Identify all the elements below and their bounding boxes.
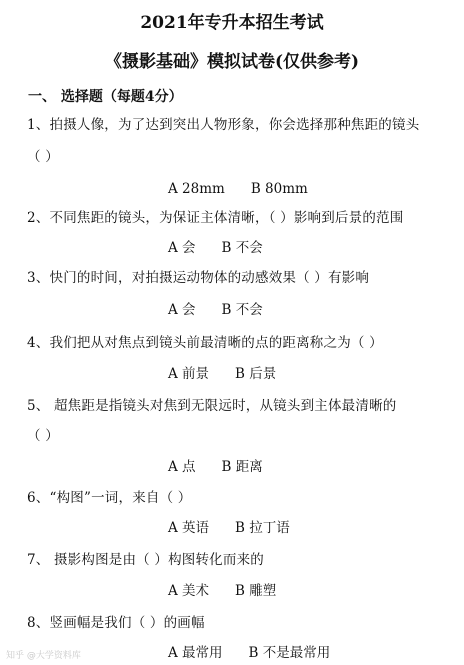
option-b: B 后景 (235, 366, 277, 382)
question-6-options (168, 518, 290, 538)
option-b: B 不是最常用 (248, 645, 331, 661)
option-a: A 最常用 (168, 645, 223, 661)
question-2: 2、不同焦距的镜头，为保证主体清晰，（ ）影响到后景的范围 (27, 210, 404, 226)
question-7-options (168, 581, 276, 601)
option-b: B 拉丁语 (235, 520, 290, 536)
question-5-options (168, 457, 263, 477)
option-a: A 28mm (168, 181, 225, 197)
question-2-options (168, 238, 263, 258)
exam-subtitle: 《摄影基础》模拟试卷(仅供参考) (104, 52, 360, 72)
question-4-options (168, 364, 276, 384)
option-a: A 英语 (168, 520, 210, 536)
question-4: 4、我们把从对焦点到镜头前最清晰的点的距离称之为（ ） (27, 335, 383, 351)
option-a: A 美术 (168, 583, 210, 599)
question-7: 7、 摄影构图是由（ ）构图转化而来的 (27, 552, 264, 568)
question-6: 6、“构图”一词，来自（ ） (27, 490, 192, 506)
option-b: B 不会 (221, 302, 263, 318)
exam-title: 2021年专升本招生考试 (140, 13, 324, 33)
question-3: 3、快门的时间，对拍摄运动物体的动感效果（ ）有影响 (27, 270, 370, 286)
option-a: A 会 (168, 302, 196, 318)
question-1: 1、拍摄人像，为了达到突出人物形象，你会选择那种焦距的镜头 (27, 117, 420, 133)
question-5-blank: （ ） (27, 428, 59, 444)
section-heading: 一、 选择题（每题4分） (28, 89, 183, 105)
watermark: 知乎 @大学资料库 (6, 651, 81, 661)
option-a: A 前景 (168, 366, 210, 382)
option-b: B 不会 (221, 240, 263, 256)
option-b: B 80mm (250, 181, 308, 197)
question-1-options (168, 179, 308, 199)
question-1-blank: （ ） (27, 149, 59, 165)
option-b: B 距离 (221, 459, 263, 475)
question-8-options (168, 643, 330, 663)
question-8: 8、竖画幅是我们（ ）的画幅 (27, 615, 205, 631)
question-3-options (168, 300, 263, 320)
option-a: A 点 (168, 459, 196, 475)
option-a: A 会 (168, 240, 196, 256)
question-5: 5、 超焦距是指镜头对焦到无限远时，从镜头到主体最清晰的 (27, 398, 397, 414)
option-b: B 雕塑 (235, 583, 277, 599)
